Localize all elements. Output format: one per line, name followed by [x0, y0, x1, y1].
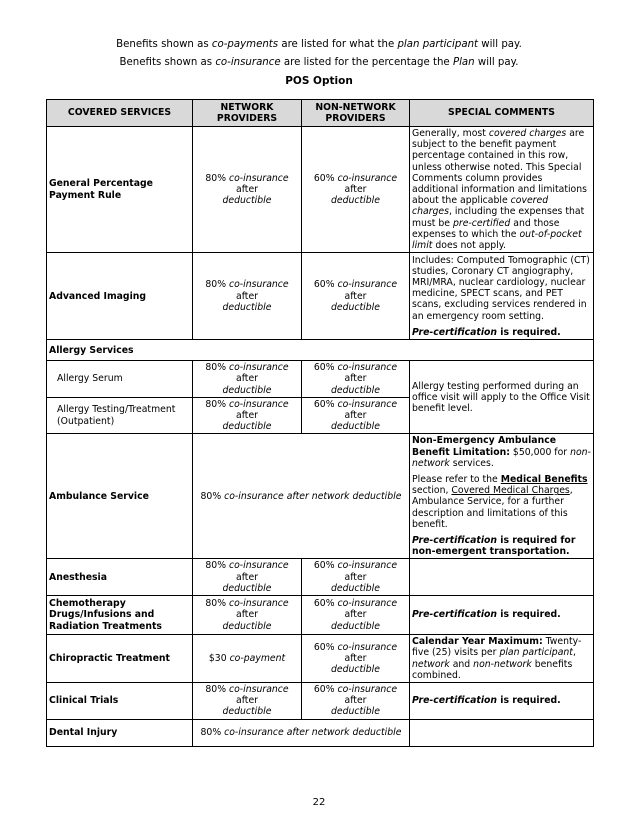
special-comment: Allergy testing performed during an office visit will apply to the Office Visit benefit level. [410, 361, 594, 434]
special-comment: Pre-certification is required. [410, 596, 594, 635]
non-network-benefit: 60% co-insurance after deductible [302, 682, 410, 719]
header-non-network-providers: NON-NETWORK PROVIDERS [302, 100, 410, 127]
combined-benefit: 80% co-insurance after network deductible [193, 719, 410, 746]
network-benefit: 80% co-insurance after deductible [193, 253, 302, 340]
non-network-benefit: 60% co-insurance after deductible [302, 361, 410, 398]
table-row [47, 127, 594, 253]
network-benefit: 80% co-insurance after deductible [193, 127, 302, 253]
service-name: Chiropractic Treatment [47, 635, 193, 683]
table-row [47, 253, 594, 340]
table-row [47, 596, 594, 635]
network-benefit: 80% co-insurance after deductible [193, 361, 302, 398]
special-comment [410, 719, 594, 746]
combined-benefit: 80% co-insurance after network deductible [193, 434, 410, 559]
non-network-benefit: 60% co-insurance after deductible [302, 559, 410, 596]
service-name: Advanced Imaging [47, 253, 193, 340]
intro-copayments: Benefits shown as co-payments are listed for what the plan participant will pay. [116, 39, 522, 50]
special-comment: Includes: Computed Tomographic (CT) studies, Coronary CT angiography, MRI/MRA, nuclear cardiology, nuclear medicine, SPECT scans, and PET scans, excluding services rendered in an emergency room setting. Pre-certification is required. [410, 253, 594, 340]
network-benefit: 80% co-insurance after deductible [193, 559, 302, 596]
service-name: Dental Injury [47, 719, 193, 746]
non-network-benefit: 60% co-insurance after deductible [302, 635, 410, 683]
table-row [47, 719, 594, 746]
service-name: Anesthesia [47, 559, 193, 596]
non-network-benefit: 60% co-insurance after deductible [302, 596, 410, 635]
intro-coinsurance: Benefits shown as co-insurance are listed for the percentage the Plan will pay. [119, 57, 519, 68]
sub-service-name: Allergy Serum [47, 361, 193, 398]
network-benefit: 80% co-insurance after deductible [193, 596, 302, 635]
table-row [47, 682, 594, 719]
service-name: Ambulance Service [47, 434, 193, 559]
service-name: Chemotherapy Drugs/Infusions and Radiation Treatments [47, 596, 193, 635]
benefits-table [46, 99, 594, 747]
table-row [47, 361, 594, 398]
network-benefit: $30 co-payment [193, 635, 302, 683]
non-network-benefit: 60% co-insurance after deductible [302, 397, 410, 434]
service-name: Allergy Services [47, 340, 594, 361]
table-row [47, 559, 594, 596]
header-covered-services: COVERED SERVICES [47, 100, 193, 127]
table-header-row [47, 100, 594, 127]
sub-service-name: Allergy Testing/Treatment (Outpatient) [47, 397, 193, 434]
non-network-benefit: 60% co-insurance after deductible [302, 253, 410, 340]
service-name: Clinical Trials [47, 682, 193, 719]
header-special-comments: SPECIAL COMMENTS [410, 100, 594, 127]
service-name: General Percentage Payment Rule [47, 127, 193, 253]
page-number: 22 [312, 797, 326, 808]
special-comment: Pre-certification is required. [410, 682, 594, 719]
special-comment: Non-Emergency Ambulance Benefit Limitation: $50,000 for non-network services. Please refer to the Medical Benefits section, Covered Medical Charges, Ambulance Service, for a further description and limitations of this benefit. Pre-certification is required for non-emergent transportation. [410, 434, 594, 559]
table-row [47, 635, 594, 683]
table-row [47, 340, 594, 361]
header-network-providers: NETWORK PROVIDERS [193, 100, 302, 127]
special-comment: Calendar Year Maximum: Twenty-five (25) visits per plan participant, network and non-network benefits combined. [410, 635, 594, 683]
covered-medical-charges-link[interactable]: Covered Medical Charges [451, 485, 570, 497]
table-row [47, 434, 594, 559]
network-benefit: 80% co-insurance after deductible [193, 397, 302, 434]
special-comment: Generally, most covered charges are subject to the benefit payment percentage contained in this row, unless otherwise noted. This Special Comments column provides additional information and limitations about the applicable covered charges, including the expenses that must be pre-certified and those expenses to which the out-of-pocket limit does not apply. [410, 127, 594, 253]
medical-benefits-link[interactable]: Medical Benefits [500, 474, 588, 486]
network-benefit: 80% co-insurance after deductible [193, 682, 302, 719]
option-title: POS Option [285, 75, 353, 87]
non-network-benefit: 60% co-insurance after deductible [302, 127, 410, 253]
special-comment [410, 559, 594, 596]
